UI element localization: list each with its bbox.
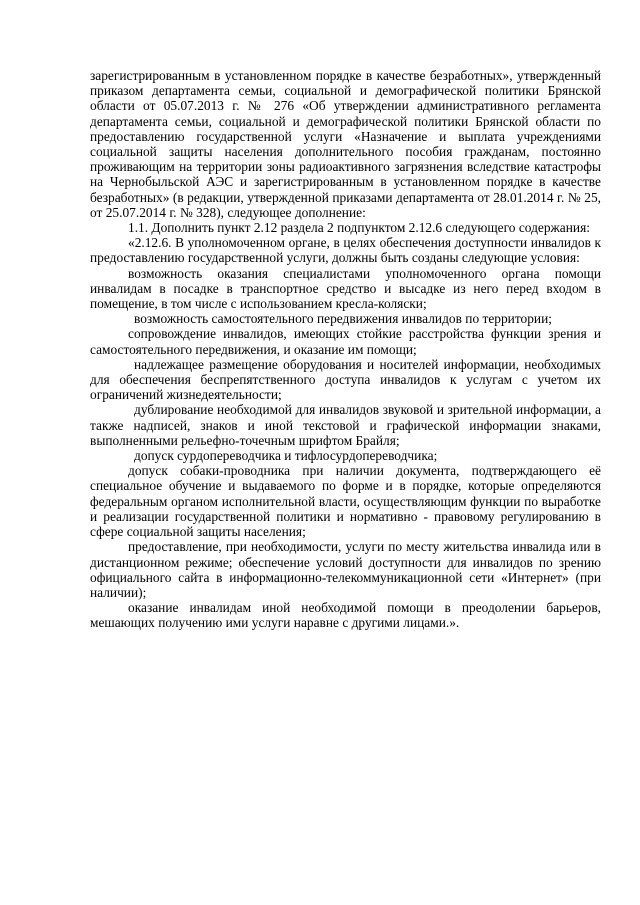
paragraph-subclause-2-12-6: «2.12.6. В уполномоченном органе, в целях обеспечения доступности инвалидов к предоставлению государственной услуги, должны быть созданы следующие условия:	[90, 235, 601, 266]
paragraph-condition-guide-dog: допуск собаки-проводника при наличии документа, подтверждающего её специальное обучение и выдаваемого по форме и в порядке, которые определяются федеральным органом исполнительной власти, осуществляющим функции по выработке и реализации государственной политики и нормативно - правовому регулированию в сфере социальной защиты населения;	[90, 463, 601, 540]
paragraph-condition-free-movement: возможность самостоятельного передвижения инвалидов по территории;	[134, 311, 552, 327]
paragraph-condition-boarding-help: возможность оказания специалистами уполномоченного органа помощи инвалидам в посадке в транспортное средство и высадке из него перед входом в помещение, в том числе с использованием кресла-коляски;	[90, 265, 601, 312]
document-body	[90, 68, 601, 631]
paragraph-condition-other-help: оказание инвалидам иной необходимой помощи в преодолении барьеров, мешающих получению ими услуги наравне с другими лицами.».	[90, 600, 601, 631]
paragraph-condition-sign-interpreter: допуск сурдопереводчика и тифлосурдопереводчика;	[134, 448, 438, 464]
paragraph-amendment-1-1: 1.1. Дополнить пункт 2.12 раздела 2 подпунктом 2.12.6 следующего содержания:	[128, 220, 590, 236]
paragraph-condition-remote-service: предоставление, при необходимости, услуги по месту жительства инвалида или в дистанционном режиме; обеспечение условий доступности для инвалидов по зрению официального сайта в информационно-телекоммуникационной сети «Интернет» (при наличии);	[90, 539, 601, 600]
paragraph-condition-duplication: дублирование необходимой для инвалидов звуковой и зрительной информации, а также надписей, знаков и иной текстовой и графической информации знаками, выполненными рельефно-точечным шрифтом Брайля;	[90, 402, 601, 448]
paragraph-intro: зарегистрированным в установленном порядке в качестве безработных», утвержденный приказом департамента семьи, социальной и демографической политики Брянской области от 05.07.2013 г. № 276 «Об утверждении административного регламента департамента семьи, социальной и демографической политики Брянской области по предоставлению государственной услуги «Назначение и выплата учреждениями социальной защиты населения дополнительного пособия гражданам, постоянно проживающим на территории зоны радиоактивного загрязнения вследствие катастрофы на Чернобыльской АЭС и зарегистрированным в установленном порядке в качестве безработных» (в редакции, утвержденной приказами департамента от 28.01.2014 г. № 25, от 25.07.2014 г. № 328), следующее дополнение:	[90, 68, 601, 220]
paragraph-condition-escort: сопровождение инвалидов, имеющих стойкие расстройства функции зрения и самостоятельного передвижения, и оказание им помощи;	[90, 326, 601, 357]
paragraph-condition-equipment-placement: надлежащее размещение оборудования и носителей информации, необходимых для обеспечения беспрепятственного доступа инвалидов к услугам с учетом их ограничений жизнедеятельности;	[90, 356, 601, 403]
